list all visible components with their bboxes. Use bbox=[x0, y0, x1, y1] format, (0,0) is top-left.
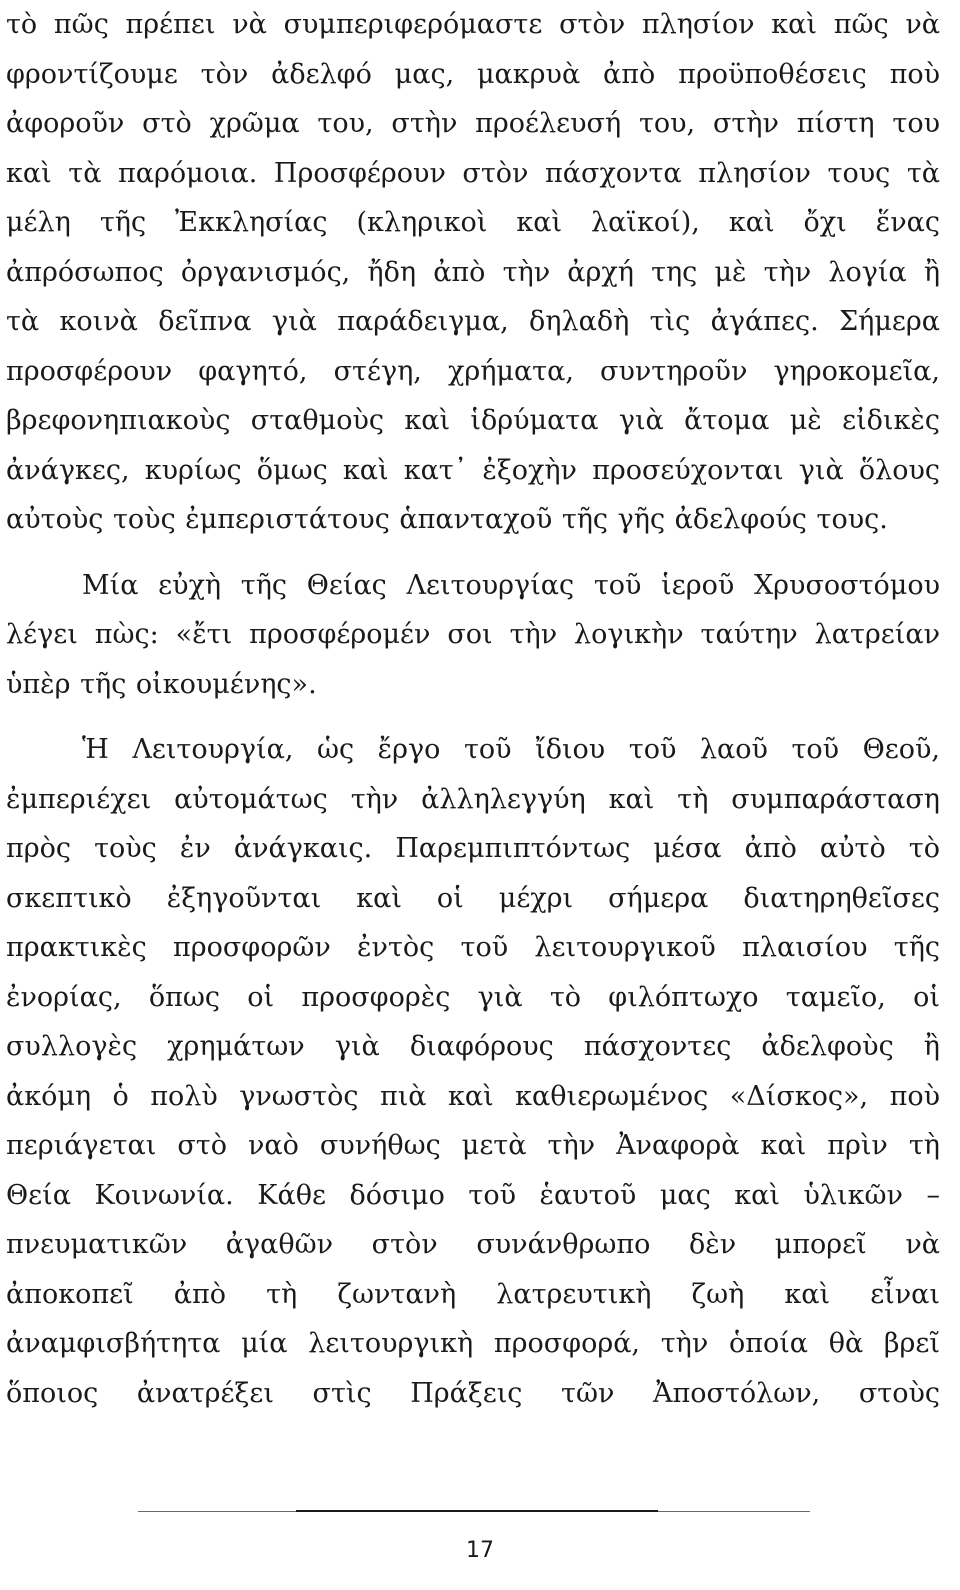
text-line: πρὸς τοὺς ἐν ἀνάγκαις. Παρεμπιπτόντως μέσα ἀπὸ αὐτὸ τὸ bbox=[6, 833, 940, 864]
text-line: ἀπρόσωπος ὀργανισμός, ἤδη ἀπὸ τὴν ἀρχή της μὲ τὴν λογία ἢ bbox=[6, 256, 940, 288]
paragraph-3 bbox=[6, 725, 940, 1418]
text-line: ἀναμφισβήτητα μία λειτουργικὴ προσφορά, τὴν ὁποία θὰ βρεῖ bbox=[6, 1328, 940, 1359]
paragraph-gap bbox=[6, 545, 940, 561]
text-line: σκεπτικὸ ἐξηγοῦνται καὶ οἱ μέχρι σήμερα διατηρηθεῖσες bbox=[6, 882, 940, 914]
text-line: πνευματικῶν ἀγαθῶν στὸν συνάνθρωπο δὲν μπορεῖ νὰ bbox=[6, 1229, 940, 1260]
text-line: βρεφονηπιακοὺς σταθμοὺς καὶ ἱδρύματα γιὰ ἄτομα μὲ εἰδικὲς bbox=[6, 405, 940, 436]
text-line: λέγει πὼς: «ἔτι προσφέρομέν σοι τὴν λογικὴν ταύτην λατρείαν bbox=[6, 619, 940, 650]
text-line: ὑπὲρ τῆς οἰκουμένης». bbox=[6, 668, 317, 700]
text-line: Μία εὐχὴ τῆς Θείας Λειτουργίας τοῦ ἱεροῦ Χρυσοστόμου bbox=[82, 569, 940, 601]
text-line: ἀφοροῦν στὸ χρῶμα του, στὴν προέλευσή του, στὴν πίστη του bbox=[6, 108, 940, 139]
text-line: πρακτικὲς προσφορῶν ἐντὸς τοῦ λειτουργικοῦ πλαισίου τῆς bbox=[6, 932, 940, 963]
text-line: ὅποιος ἀνατρέξει στὶς Πράξεις τῶν Ἀποστόλων, στοὺς bbox=[6, 1377, 940, 1409]
text-line: ἐμπεριέχει αὐτομάτως τὴν ἀλληλεγγύη καὶ τὴ συμπαράσταση bbox=[6, 783, 940, 815]
text-line: Θεία Κοινωνία. Κάθε δόσιμο τοῦ ἑαυτοῦ μας καὶ ὑλικῶν – bbox=[6, 1179, 940, 1211]
text-line: καὶ τὰ παρόμοια. Προσφέρουν στὸν πάσχοντα πλησίον τους τὰ bbox=[6, 157, 940, 189]
paragraph-1 bbox=[6, 0, 940, 545]
text-line: προσφέρουν φαγητό, στέγη, χρήματα, συντηροῦν γηροκομεῖα, bbox=[6, 355, 940, 387]
text-line: συλλογὲς χρημάτων γιὰ διαφόρους πάσχοντες ἀδελφοὺς ἢ bbox=[6, 1031, 940, 1062]
text-line: τὰ κοινὰ δεῖπνα γιὰ παράδειγμα, δηλαδὴ τὶς ἀγάπες. Σήμερα bbox=[6, 306, 940, 337]
text-line: αὐτοὺς τοὺς ἐμπεριστάτους ἁπανταχοῦ τῆς γῆς ἀδελφούς τους. bbox=[6, 504, 888, 535]
page-number: 17 bbox=[466, 1538, 494, 1563]
text-line: περιάγεται στὸ ναὸ συνήθως μετὰ τὴν Ἀναφορὰ καὶ πρὶν τὴ bbox=[6, 1130, 940, 1161]
body-text bbox=[6, 0, 940, 1418]
footer-divider-accent bbox=[296, 1510, 658, 1512]
text-line: ἀποκοπεῖ ἀπὸ τὴ ζωντανὴ λατρευτικὴ ζωὴ καὶ εἶναι bbox=[6, 1278, 940, 1310]
text-line: μέλη τῆς Ἐκκλησίας (κληρικοὶ καὶ λαϊκοί), καὶ ὄχι ἕνας bbox=[6, 207, 940, 238]
text-line: Ἡ Λειτουργία, ὡς ἔργο τοῦ ἴδιου τοῦ λαοῦ τοῦ Θεοῦ, bbox=[82, 734, 940, 765]
text-line: φροντίζουμε τὸν ἀδελφό μας, μακρυὰ ἀπὸ προϋποθέσεις ποὺ bbox=[6, 58, 940, 90]
text-line: ἀκόμη ὁ πολὺ γνωστὸς πιὰ καὶ καθιερωμένος «Δίσκος», ποὺ bbox=[6, 1080, 940, 1112]
text-line: ἀνάγκες, κυρίως ὅμως καὶ κατ᾽ ἐξοχὴν προσεύχονται γιὰ ὅλους bbox=[6, 454, 940, 486]
paragraph-2 bbox=[6, 561, 940, 710]
text-line: τὸ πῶς πρέπει νὰ συμπεριφερόμαστε στὸν πλησίον καὶ πῶς νὰ bbox=[6, 9, 940, 40]
paragraph-gap bbox=[6, 709, 940, 725]
text-line: ἐνορίας, ὅπως οἱ προσφορὲς γιὰ τὸ φιλόπτωχο ταμεῖο, οἱ bbox=[6, 981, 940, 1013]
